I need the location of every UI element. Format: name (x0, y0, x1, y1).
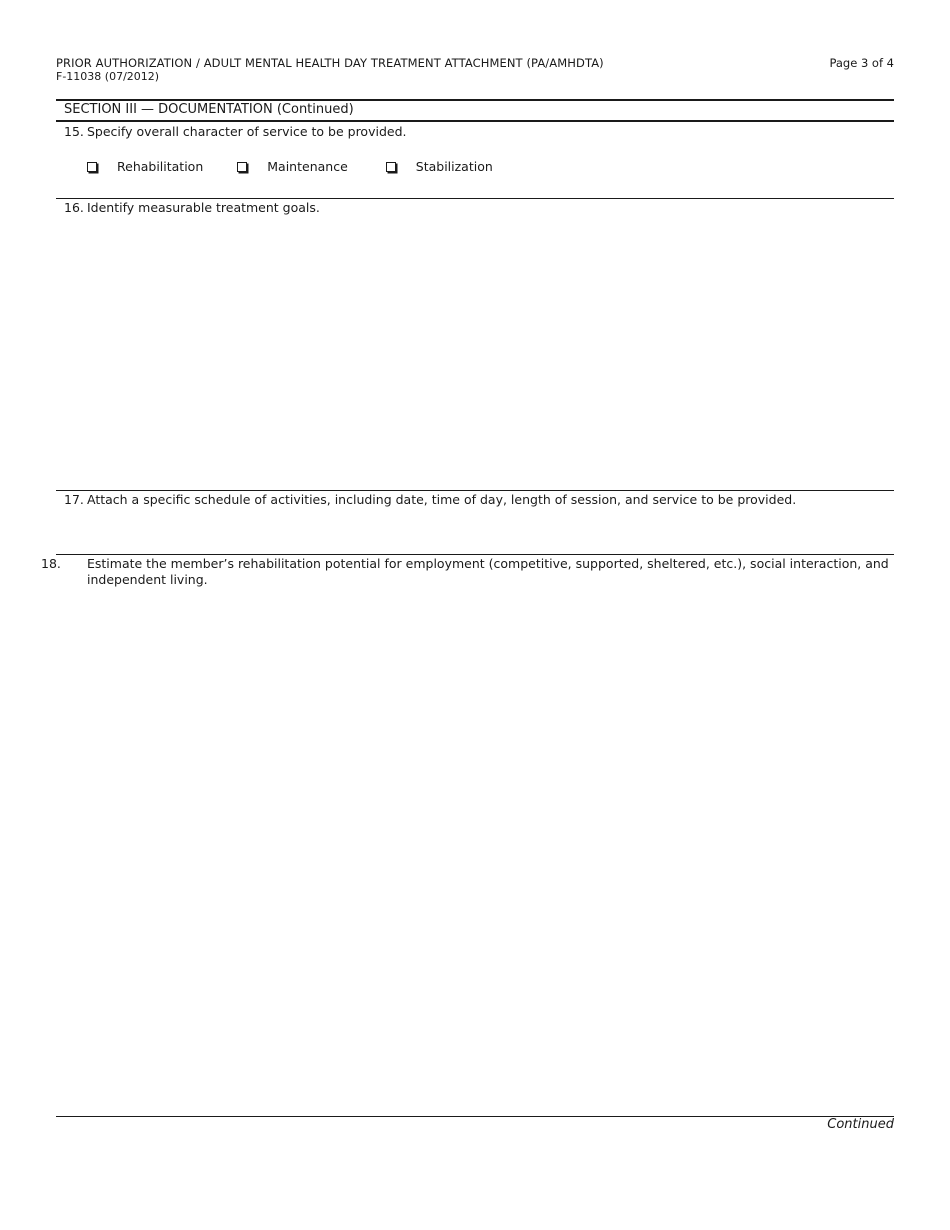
question-17-text: Attach a specific schedule of activities, including date, time of day, length of session, and service to be provided. (87, 492, 797, 507)
continued-label: Continued (827, 1117, 894, 1132)
service-character-options (87, 159, 493, 174)
question-18-text: Estimate the member’s rehabilitation potential for employment (competitive, supported, sheltered, etc.), social interaction, and independent living. (87, 556, 889, 587)
question-18 (41, 556, 897, 588)
stabilization-checkbox[interactable] (386, 162, 396, 172)
section-bottom-rule (56, 120, 894, 122)
maintenance-label: Maintenance (267, 159, 348, 174)
footer-rule (56, 1116, 894, 1117)
question-15-number: 15. (64, 124, 84, 139)
maintenance-checkbox[interactable] (237, 162, 247, 172)
question-17-number: 17. (64, 492, 84, 507)
option-stabilization[interactable] (386, 159, 493, 174)
section-top-rule (56, 99, 894, 101)
option-maintenance[interactable] (237, 159, 348, 174)
stabilization-label: Stabilization (415, 159, 493, 174)
rehabilitation-label: Rehabilitation (117, 159, 204, 174)
option-rehabilitation[interactable] (87, 159, 203, 174)
question-15-text: Specify overall character of service to be provided. (87, 124, 407, 139)
question-16 (64, 200, 320, 216)
section-title: SECTION III — DOCUMENTATION (Continued) (64, 102, 354, 117)
divider-17-18 (56, 554, 894, 555)
form-title: PRIOR AUTHORIZATION / ADULT MENTAL HEALTH DAY TREATMENT ATTACHMENT (PA/AMHDTA) (56, 56, 604, 70)
page-number: Page 3 of 4 (829, 56, 894, 70)
divider-16-17 (56, 490, 894, 491)
question-16-number: 16. (64, 200, 84, 215)
rehabilitation-checkbox[interactable] (87, 162, 97, 172)
divider-15-16 (56, 198, 894, 199)
form-number: F-11038 (07/2012) (56, 70, 160, 83)
question-15 (64, 124, 406, 140)
question-16-text: Identify measurable treatment goals. (87, 200, 320, 215)
question-18-number: 18. (41, 556, 61, 571)
question-17 (64, 492, 796, 508)
